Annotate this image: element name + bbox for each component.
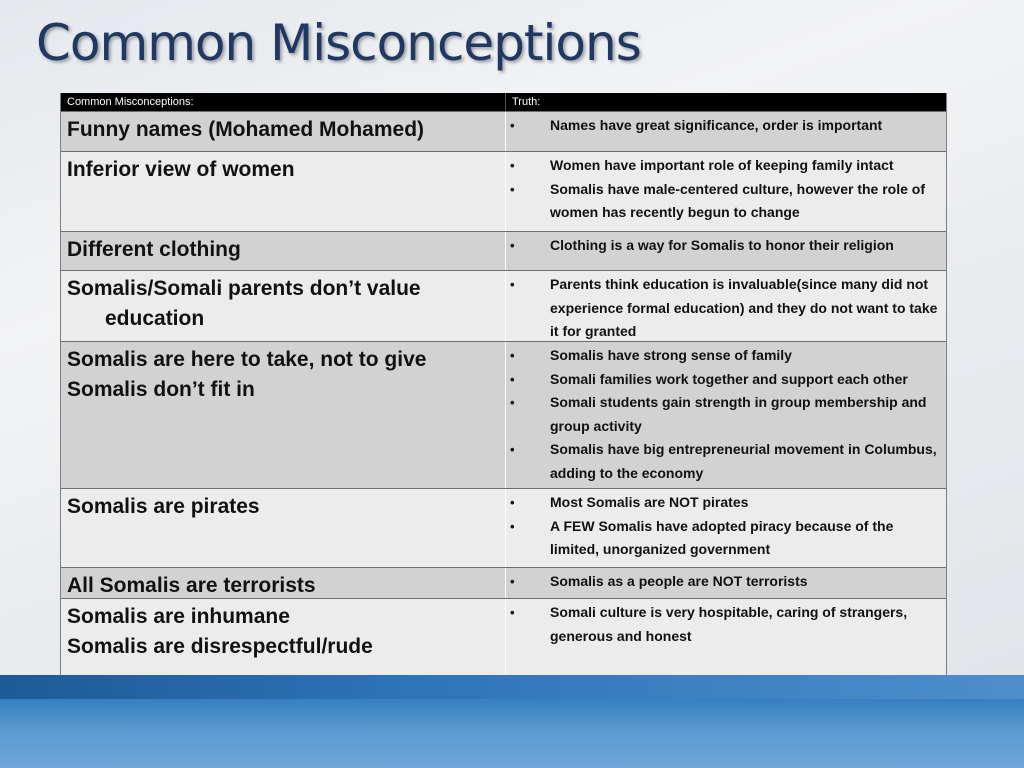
truth-text: Somali students gain strength in group membership and group activity [550,394,927,434]
list-item [506,368,938,392]
misconception-text: Somalis are here to take, not to give [67,348,427,371]
slide-title: Common Misconceptions [36,14,641,72]
truth-text: Somali culture is very hospitable, caring of strangers, generous and honest [550,604,908,644]
truth-text: Clothing is a way for Somalis to honor their religion [550,237,894,253]
misconception-text: Somalis are pirates [67,495,260,518]
bullet-icon: • [510,495,515,510]
table-body [61,111,946,675]
truth-text: Parents think education is invaluable(since many did not experience formal education) and they do not want to take it for granted [550,276,938,339]
misconception-cell [61,599,505,675]
misconception-cell [61,568,505,598]
misconception-text: Somalis don’t fit in [67,378,255,401]
truth-text: Names have great significance, order is important [550,117,883,133]
bullet-icon: • [510,395,515,410]
list-item [506,114,938,138]
misconception-cell [61,152,505,231]
bullet-icon: • [510,442,515,457]
list-item [506,154,938,178]
misconception-cell [61,342,505,488]
misconception-text: Different clothing [67,238,241,261]
truth-list [506,273,938,344]
misconception-text: Somalis/Somali parents don’t value [67,277,421,300]
header-misconceptions: Common Misconceptions: [67,96,194,108]
truth-list [506,234,938,258]
bullet-icon: • [510,518,515,534]
bullet-icon: • [510,181,515,197]
misconception-text: Inferior view of women [67,158,295,181]
header-truth: Truth: [505,93,946,111]
truth-text: A FEW Somalis have adopted piracy because of the limited, unorganized government [550,517,894,557]
footer-decorative-band [0,675,1024,768]
misconception-text: All Somalis are terrorists [67,574,316,597]
table-row [61,598,946,675]
bullet-icon: • [510,158,515,173]
list-item [506,391,938,438]
list-item [506,601,938,648]
truth-text: Somalis have big entrepreneurial movement in Columbus, adding to the economy [550,441,937,481]
truth-cell [505,489,946,567]
bullet-icon: • [510,238,515,253]
truth-list [506,601,938,648]
table-row [61,151,946,231]
truth-text: Most Somalis are NOT pirates [550,494,749,510]
truth-text: Somalis have male-centered culture, however the role of women has recently begun to change [550,180,926,220]
bullet-icon: • [510,348,515,363]
truth-text: Women have important role of keeping family intact [550,157,894,173]
truth-cell [505,568,946,598]
truth-cell [505,232,946,270]
truth-list [506,491,938,562]
list-item [506,438,938,485]
table-row [61,488,946,567]
bullet-icon: • [510,574,515,589]
misconceptions-table [60,93,947,676]
truth-cell [505,112,946,151]
misconception-text: Somalis are disrespectful/rude [67,635,373,658]
list-item [506,491,938,515]
bullet-icon: • [510,277,515,292]
bullet-icon: • [510,118,515,133]
bullet-icon: • [510,371,515,387]
truth-text: Somalis have strong sense of family [550,347,792,363]
truth-cell [505,599,946,675]
misconception-cell [61,271,505,341]
table-row [61,270,946,341]
misconception-cell [61,489,505,567]
misconception-cell [61,232,505,270]
truth-list [506,344,938,485]
list-item [506,570,938,594]
truth-list [506,570,938,594]
table-row [61,567,946,598]
table-row [61,111,946,151]
truth-list [506,114,938,138]
table-row [61,231,946,270]
misconception-cell [61,112,505,151]
list-item [506,178,938,225]
list-item [506,515,938,562]
bullet-icon: • [510,605,515,620]
misconception-text: education [105,307,205,330]
truth-cell [505,342,946,488]
truth-text: Somalis as a people are NOT terrorists [550,573,808,589]
misconception-text: Funny names (Mohamed Mohamed) [67,118,425,141]
list-item [506,273,938,344]
truth-cell [505,152,946,231]
list-item [506,234,938,258]
table-header-row [61,93,946,111]
table-row [61,341,946,488]
truth-text: Somali families work together and support each other [550,370,908,387]
misconception-text: Somalis are inhumane [67,605,290,628]
truth-list [506,154,938,225]
list-item [506,344,938,368]
truth-cell [505,271,946,341]
